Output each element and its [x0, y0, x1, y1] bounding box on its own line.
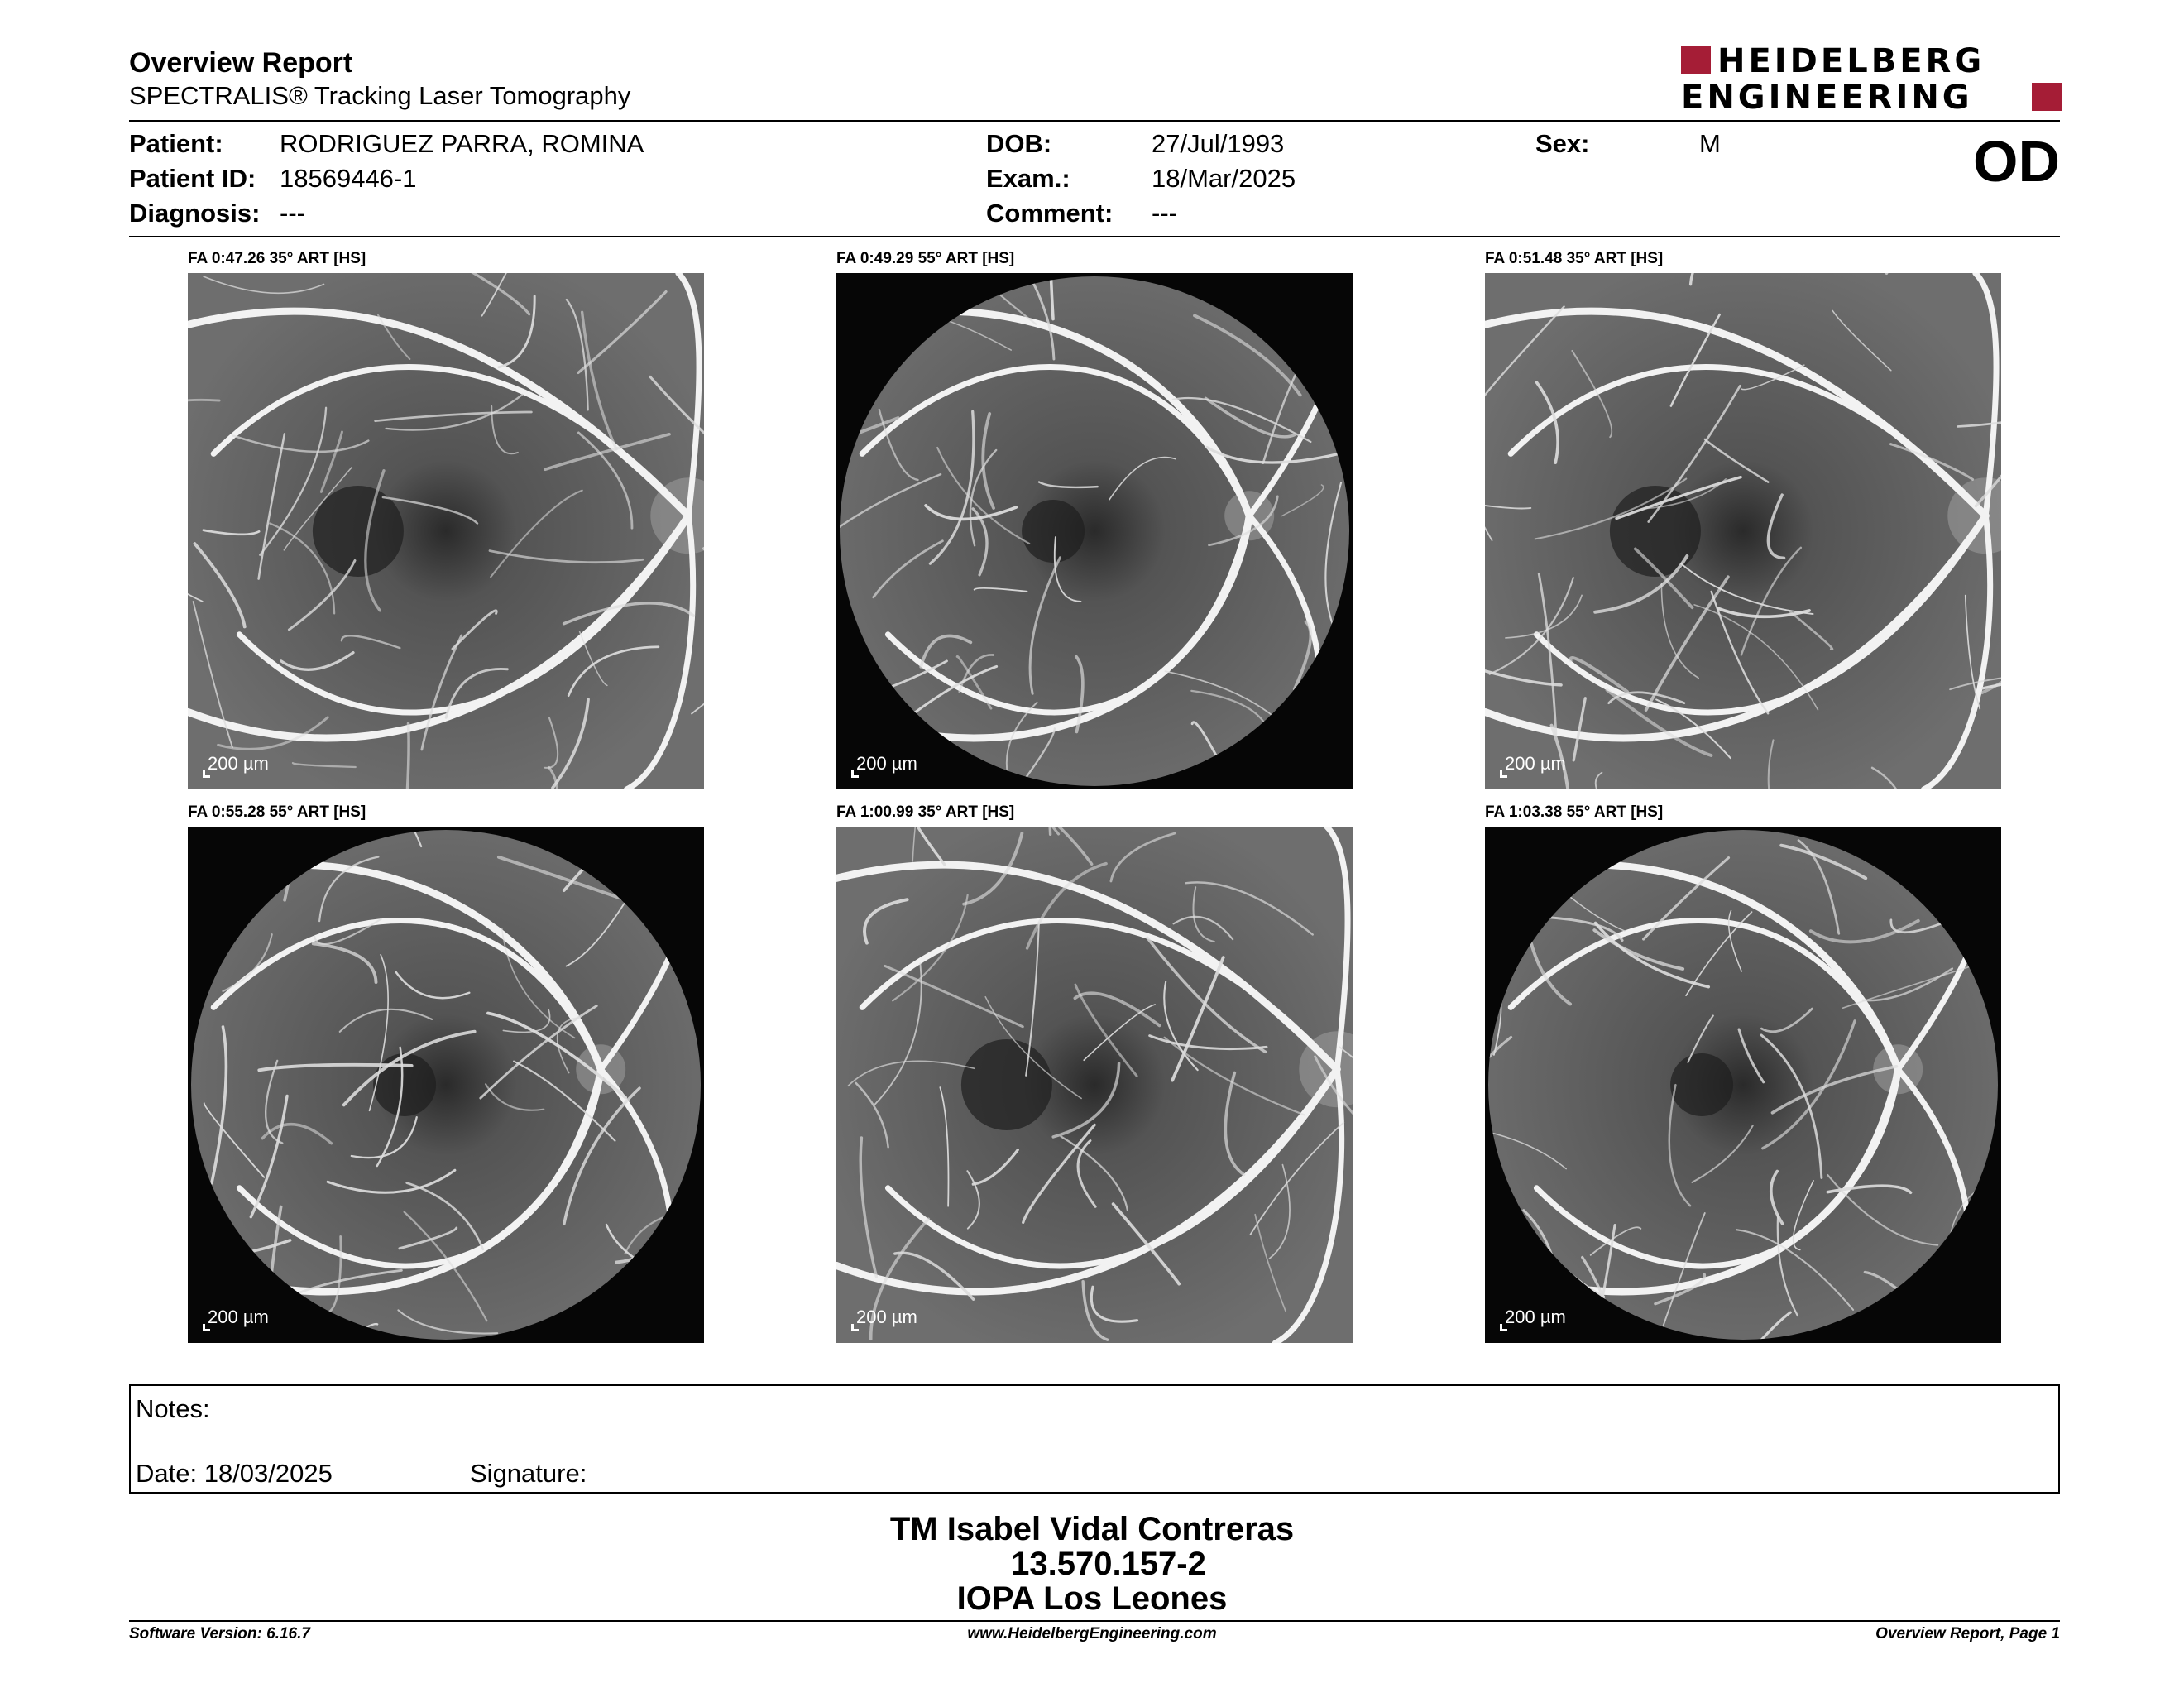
heidelberg-logo	[1681, 42, 2062, 117]
diagnosis-value: ---	[280, 199, 305, 228]
eye-indicator: OD	[1973, 129, 2060, 194]
date-label: Date: 18/03/2025	[136, 1459, 333, 1488]
dob-label: DOB:	[986, 129, 1052, 158]
image-label: FA 0:55.28 55° ART [HS]	[188, 803, 366, 821]
sex-label: Sex:	[1535, 129, 1590, 158]
logo-word-2: ENGINEERING	[1681, 79, 1973, 117]
stamp-rut: 13.570.157-2	[1011, 1546, 1206, 1582]
image-label: FA 1:03.38 55° ART [HS]	[1485, 803, 1664, 821]
fundus-angiography-image[interactable]	[188, 827, 704, 1343]
logo-word-1: HEIDELBERG	[1717, 42, 1985, 80]
info-divider	[129, 236, 2060, 237]
exam-value: 18/Mar/2025	[1152, 164, 1296, 193]
fundus-angiography-image[interactable]	[1485, 273, 2001, 789]
image-label: FA 0:49.29 55° ART [HS]	[836, 250, 1015, 267]
fundus-angiography-image[interactable]	[188, 273, 704, 789]
report-subtitle: SPECTRALIS® Tracking Laser Tomography	[129, 81, 631, 110]
scale-label: 200 µm	[856, 753, 917, 774]
stamp-place: IOPA Los Leones	[956, 1580, 1228, 1617]
notes-label: Notes:	[136, 1394, 210, 1423]
scale-label: 200 µm	[1505, 753, 1566, 774]
website-link[interactable]: www.HeidelbergEngineering.com	[967, 1625, 1217, 1642]
patient-name: RODRIGUEZ PARRA, ROMINA	[280, 129, 644, 158]
logo-square-icon	[2032, 83, 2062, 111]
fundus-angiography-image[interactable]	[1485, 827, 2001, 1343]
logo-square-icon	[1681, 46, 1711, 74]
patient-label: Patient:	[129, 129, 223, 158]
header-divider	[129, 120, 2060, 122]
dob-value: 27/Jul/1993	[1152, 129, 1285, 158]
image-label: FA 0:51.48 35° ART [HS]	[1485, 250, 1664, 267]
page-number: Overview Report, Page 1	[1875, 1625, 2060, 1642]
patient-id-label: Patient ID:	[129, 164, 256, 193]
image-label: FA 0:47.26 35° ART [HS]	[188, 250, 366, 267]
scale-label: 200 µm	[208, 1307, 269, 1327]
scale-label: 200 µm	[856, 1307, 917, 1327]
scale-label: 200 µm	[208, 753, 269, 774]
comment-label: Comment:	[986, 199, 1114, 228]
sex-value: M	[1699, 129, 1721, 158]
scale-label: 200 µm	[1505, 1307, 1566, 1327]
stamp-name: TM Isabel Vidal Contreras	[889, 1511, 1295, 1547]
notes-box	[129, 1384, 2060, 1494]
footer-divider	[129, 1620, 2060, 1622]
report-title: Overview Report	[129, 47, 353, 79]
exam-label: Exam.:	[986, 164, 1070, 193]
comment-value: ---	[1152, 199, 1177, 228]
fundus-angiography-image[interactable]	[836, 827, 1353, 1343]
image-label: FA 1:00.99 35° ART [HS]	[836, 803, 1015, 821]
software-version: Software Version: 6.16.7	[129, 1625, 310, 1642]
patient-id: 18569446-1	[280, 164, 417, 193]
signature-label: Signature:	[470, 1459, 587, 1488]
diagnosis-label: Diagnosis:	[129, 199, 261, 228]
fundus-angiography-image[interactable]	[836, 273, 1353, 789]
